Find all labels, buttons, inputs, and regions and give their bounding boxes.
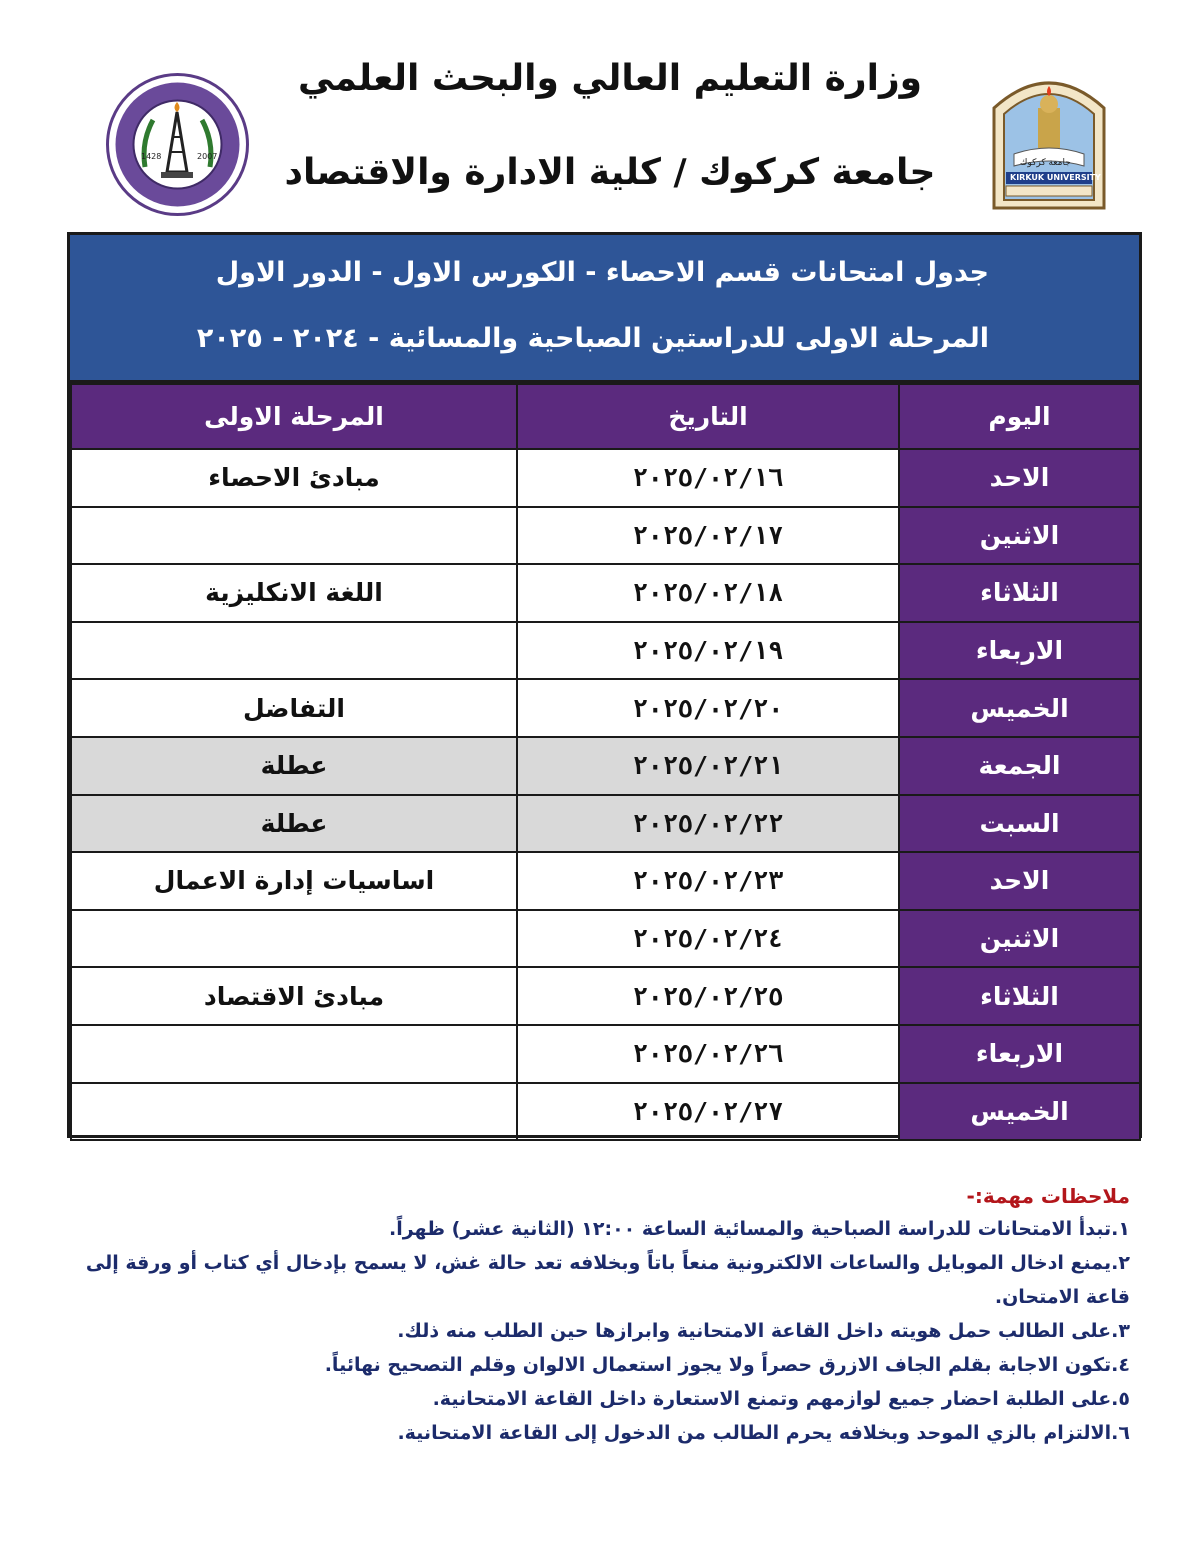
date-cell: ٢٠٢٥/٠٢/١٦ xyxy=(517,449,899,507)
day-cell: الاربعاء xyxy=(899,1025,1140,1083)
emblem-english-text: KIRKUK UNIVERSITY xyxy=(1010,173,1101,182)
date-cell: ٢٠٢٥/٠٢/٢١ xyxy=(517,737,899,795)
subject-cell xyxy=(71,1025,517,1083)
date-cell: ٢٠٢٥/٠٢/١٧ xyxy=(517,507,899,565)
ministry-title: وزارة التعليم العالي والبحث العلمي xyxy=(297,58,923,99)
subject-cell: عطلة xyxy=(71,737,517,795)
college-seal-icon xyxy=(105,72,250,217)
date-cell: ٢٠٢٥/٠٢/٢٧ xyxy=(517,1083,899,1141)
schedule-title: جدول امتحانات قسم الاحصاء - الكورس الاول - الدور الاول xyxy=(215,257,989,288)
note-item: ٢.يمنع ادخال الموبايل والساعات الالكترونية منعاً باتاً وبخلافه تعد حالة غش، لا يسمح بإدخال أي كتاب أو ورقة إلى قاعة الامتحان. xyxy=(85,1252,1130,1308)
day-cell: الخميس xyxy=(899,679,1140,737)
note-item: ٤.تكون الاجابة بقلم الجاف الازرق حصراً ولا يجوز استعمال الالوان وقلم التصحيح نهائياً. xyxy=(324,1354,1130,1376)
exam-schedule xyxy=(67,232,1142,1138)
seal-year-left: 1428 xyxy=(141,152,162,161)
university-title: جامعة كركوك / كلية الادارة والاقتصاد xyxy=(284,152,936,193)
column-header-subject: المرحلة الاولى xyxy=(71,384,517,449)
date-cell: ٢٠٢٥/٠٢/٢٢ xyxy=(517,795,899,853)
note-item: ٦.الالتزام بالزي الموحد وبخلافه يحرم الطالب من الدخول إلى القاعة الامتحانية. xyxy=(397,1422,1130,1444)
date-cell: ٢٠٢٥/٠٢/٢٦ xyxy=(517,1025,899,1083)
date-cell: ٢٠٢٥/٠٢/١٨ xyxy=(517,564,899,622)
seal-year-right: 2007 xyxy=(197,152,218,161)
column-header-date: التاريخ xyxy=(517,384,899,449)
important-notes xyxy=(60,1184,1130,1450)
subject-cell xyxy=(71,622,517,680)
table-row xyxy=(71,737,1140,795)
subject-cell: مبادئ الاقتصاد xyxy=(71,967,517,1025)
university-emblem-icon xyxy=(990,68,1108,213)
schedule-subtitle: المرحلة الاولى للدراستين الصباحية والمسائية - ٢٠٢٤ - ٢٠٢٥ xyxy=(196,323,989,354)
day-cell: الاثنين xyxy=(899,507,1140,565)
day-cell: الخميس xyxy=(899,1083,1140,1141)
note-item: ٥.على الطلبة احضار جميع لوازمهم وتمنع الاستعارة داخل القاعة الامتحانية. xyxy=(432,1388,1130,1410)
subject-cell xyxy=(71,507,517,565)
schedule-table xyxy=(70,383,1141,1141)
table-row xyxy=(71,507,1140,565)
schedule-title-box xyxy=(70,235,1139,383)
day-cell: الجمعة xyxy=(899,737,1140,795)
subject-cell: التفاضل xyxy=(71,679,517,737)
note-item: ٣.على الطالب حمل هويته داخل القاعة الامتحانية وابرازها حين الطلب منه ذلك. xyxy=(397,1320,1130,1342)
notes-title: ملاحظات مهمة:- xyxy=(966,1184,1130,1208)
day-cell: الاحد xyxy=(899,449,1140,507)
date-cell: ٢٠٢٥/٠٢/٢٣ xyxy=(517,852,899,910)
subject-cell: عطلة xyxy=(71,795,517,853)
subject-cell: مبادئ الاحصاء xyxy=(71,449,517,507)
table-body xyxy=(71,449,1140,1140)
table-row xyxy=(71,795,1140,853)
date-cell: ٢٠٢٥/٠٢/٢٤ xyxy=(517,910,899,968)
table-row xyxy=(71,622,1140,680)
table-row xyxy=(71,910,1140,968)
day-cell: السبت xyxy=(899,795,1140,853)
subject-cell: اللغة الانكليزية xyxy=(71,564,517,622)
day-cell: الثلاثاء xyxy=(899,564,1140,622)
column-header-day: اليوم xyxy=(899,384,1140,449)
subject-cell: اساسيات إدارة الاعمال xyxy=(71,852,517,910)
table-row xyxy=(71,1025,1140,1083)
date-cell: ٢٠٢٥/٠٢/٢٠ xyxy=(517,679,899,737)
day-cell: الثلاثاء xyxy=(899,967,1140,1025)
table-row xyxy=(71,449,1140,507)
table-row xyxy=(71,679,1140,737)
day-cell: الاثنين xyxy=(899,910,1140,968)
emblem-arabic-text: جامعة كركوك xyxy=(1020,158,1071,168)
day-cell: الاربعاء xyxy=(899,622,1140,680)
table-row xyxy=(71,852,1140,910)
table-row xyxy=(71,564,1140,622)
subject-cell xyxy=(71,910,517,968)
notes-list xyxy=(60,1212,1130,1450)
table-row xyxy=(71,967,1140,1025)
table-header-row xyxy=(71,384,1140,449)
subject-cell xyxy=(71,1083,517,1141)
note-item: ١.تبدأ الامتحانات للدراسة الصباحية والمسائية الساعة ١٢:٠٠ (الثانية عشر) ظهراً. xyxy=(388,1218,1130,1240)
day-cell: الاحد xyxy=(899,852,1140,910)
table-row xyxy=(71,1083,1140,1141)
date-cell: ٢٠٢٥/٠٢/٢٥ xyxy=(517,967,899,1025)
date-cell: ٢٠٢٥/٠٢/١٩ xyxy=(517,622,899,680)
